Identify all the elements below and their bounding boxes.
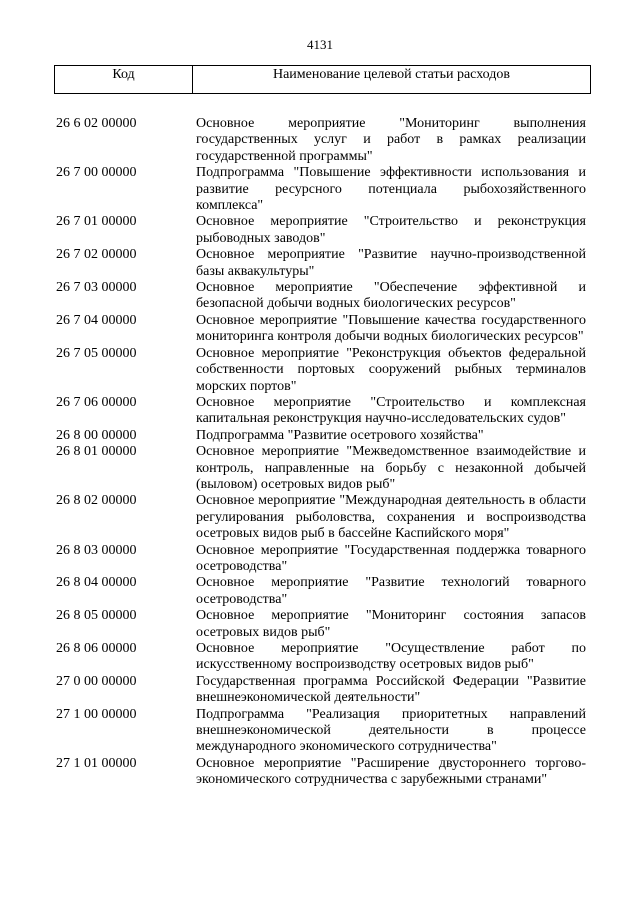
row-code: 26 7 00 00000 bbox=[56, 165, 137, 181]
table-row bbox=[56, 756, 586, 789]
table-row bbox=[56, 707, 586, 756]
row-name: Основное мероприятие "Международная деятельность в области регулирования рыболовства, сохранения и воспроизводства осетровых видов рыб в бассейне Каспийского моря" bbox=[196, 493, 586, 542]
page-number: 4131 bbox=[307, 37, 333, 52]
row-name: Основное мероприятие "Развитие научно-производственной базы аквакультуры" bbox=[196, 247, 586, 279]
row-name: Основное мероприятие "Государственная поддержка товарного осетроводства" bbox=[196, 542, 586, 574]
column-header-code: Код bbox=[55, 66, 193, 93]
table-row bbox=[56, 280, 586, 313]
row-code: 26 8 03 00000 bbox=[56, 542, 137, 558]
row-name: Государственная программа Российской Федерации "Развитие внешнеэкономической деятельности" bbox=[196, 673, 586, 706]
row-code: 26 7 02 00000 bbox=[56, 247, 137, 263]
table-header bbox=[54, 65, 591, 94]
row-name: Основное мероприятие "Мониторинг выполнения государственных услуг и работ в рамках реализации государственной программы" bbox=[196, 116, 586, 164]
row-code: 26 6 02 00000 bbox=[56, 116, 137, 131]
row-code: 26 8 02 00000 bbox=[56, 493, 137, 509]
table-row bbox=[56, 608, 586, 641]
table-row bbox=[56, 493, 586, 542]
row-code: 27 1 00 00000 bbox=[56, 706, 137, 722]
row-name: Основное мероприятие "Развитие технологий товарного осетроводства" bbox=[196, 575, 586, 607]
row-code: 26 8 00 00000 bbox=[56, 427, 137, 443]
table-row bbox=[56, 428, 586, 444]
row-code: 26 7 03 00000 bbox=[56, 280, 137, 296]
row-name: Основное мероприятие "Осуществление работ по искусственному воспроизводству осетровых видов рыб" bbox=[196, 641, 586, 673]
row-code: 27 1 01 00000 bbox=[56, 755, 137, 771]
row-name: Основное мероприятие "Обеспечение эффективной и безопасной добычи водных биологических ресурсов" bbox=[196, 280, 586, 312]
table-row bbox=[56, 674, 586, 707]
row-code: 26 8 05 00000 bbox=[56, 608, 137, 624]
row-code: 26 7 04 00000 bbox=[56, 312, 137, 328]
table-row bbox=[56, 247, 586, 280]
table-row bbox=[56, 346, 586, 395]
row-name: Основное мероприятие "Реконструкция объектов федеральной собственности портовых сооружений рыбных терминалов морских портов" bbox=[196, 345, 586, 394]
row-name: Основное мероприятие "Мониторинг состояния запасов осетровых видов рыб" bbox=[196, 608, 586, 640]
table-body bbox=[56, 116, 586, 789]
table-row bbox=[56, 214, 586, 247]
row-code: 26 7 05 00000 bbox=[56, 345, 137, 361]
row-name: Подпрограмма "Реализация приоритетных направлений внешнеэкономической деятельности в процессе международного экономического сотрудничества" bbox=[196, 706, 586, 755]
row-name: Основное мероприятие "Расширение двустороннего торгово-экономического сотрудничества с зарубежными странами" bbox=[196, 755, 586, 788]
table-row bbox=[56, 395, 586, 428]
row-name: Подпрограмма "Повышение эффективности использования и развитие ресурсного потенциала рыбохозяйственного комплекса" bbox=[196, 165, 586, 214]
row-name: Основное мероприятие "Межведомственное взаимодействие и контроль, направленные на борьбу с незаконной добычей (выловом) осетровых видов рыб" bbox=[196, 444, 586, 492]
row-name: Основное мероприятие "Строительство и комплексная капитальная реконструкция научно-исследовательских судов" bbox=[196, 394, 586, 427]
row-code: 26 7 06 00000 bbox=[56, 394, 137, 410]
row-name: Подпрограмма "Развитие осетрового хозяйства" bbox=[196, 427, 484, 443]
row-name: Основное мероприятие "Строительство и реконструкция рыбоводных заводов" bbox=[196, 214, 586, 246]
row-name: Основное мероприятие "Повышение качества государственного мониторинга контроля добычи водных биологических ресурсов" bbox=[196, 312, 586, 345]
table-row bbox=[56, 313, 586, 346]
table-row bbox=[56, 444, 586, 493]
table-row bbox=[56, 641, 586, 674]
table-row bbox=[56, 165, 586, 214]
column-header-name: Наименование целевой статьи расходов bbox=[272, 67, 511, 82]
row-code: 27 0 00 00000 bbox=[56, 673, 137, 689]
row-code: 26 8 06 00000 bbox=[56, 641, 137, 656]
table-row bbox=[56, 116, 586, 165]
row-code: 26 8 04 00000 bbox=[56, 575, 137, 591]
row-code: 26 7 01 00000 bbox=[56, 214, 137, 230]
row-code: 26 8 01 00000 bbox=[56, 444, 137, 460]
table-row bbox=[56, 543, 586, 576]
table-row bbox=[56, 575, 586, 608]
